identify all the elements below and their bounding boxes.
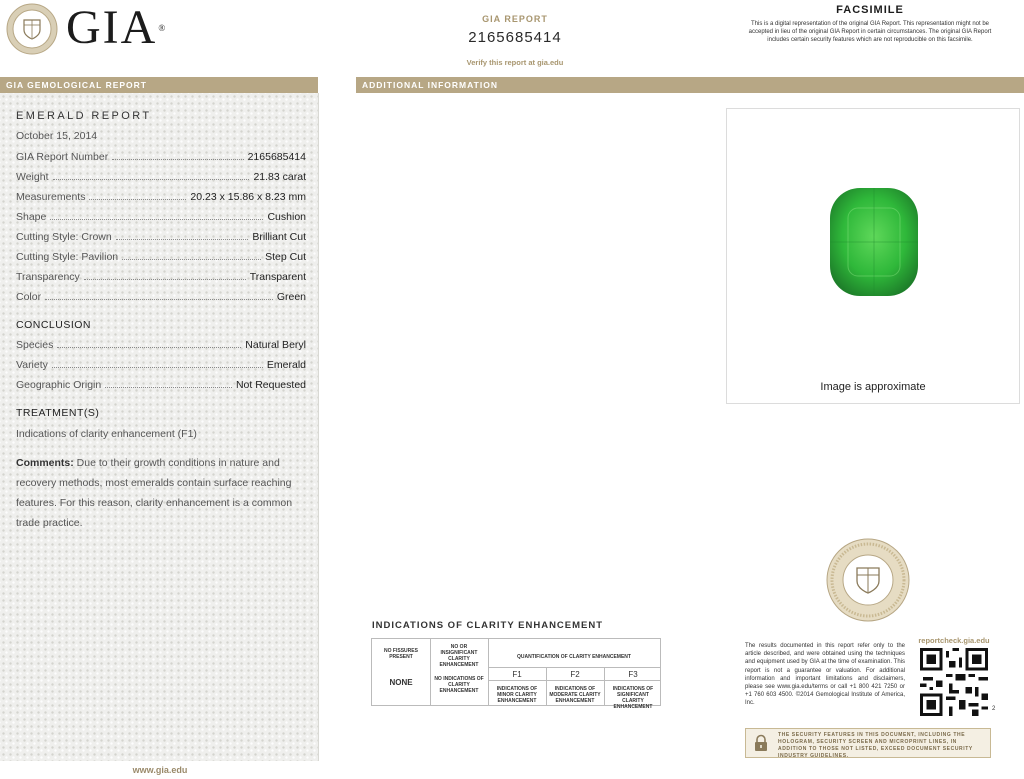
comments-text: Due to their growth conditions in nature and recovery methods, most emeralds contain surface reaching features. For this reason, clarity enhancement is a common trade practice. — [16, 457, 293, 529]
row-value: Not Requested — [235, 379, 306, 391]
facsimile-title: FACSIMILE — [836, 4, 904, 16]
verify-link[interactable]: Verify this report at gia.edu — [466, 58, 564, 67]
row-label: Cutting Style: Pavilion — [16, 251, 119, 263]
report-row — [16, 190, 306, 204]
lock-icon — [752, 734, 770, 752]
col-no-insignificant: NO OR INSIGNIFICANT CLARITY ENHANCEMENT — [439, 644, 479, 668]
additional-information-bar: ADDITIONAL INFORMATION — [356, 77, 1024, 93]
report-label: GIA REPORT — [482, 14, 548, 24]
row-value: Natural Beryl — [245, 339, 306, 351]
row-value: Step Cut — [265, 251, 306, 263]
gia-wordmark: GIA® — [66, 1, 168, 54]
col-no-fissures: NO FISSURES PRESENT — [384, 648, 418, 660]
report-row — [16, 150, 306, 164]
report-title: EMERALD REPORT — [16, 110, 152, 122]
conclusion-row — [16, 358, 306, 372]
clarity-table — [371, 638, 661, 710]
row-label: Weight — [16, 171, 49, 183]
report-date: October 15, 2014 — [16, 130, 98, 142]
row-label: Shape — [16, 211, 47, 223]
page-number: 2 — [992, 706, 996, 712]
emerald-gem-image — [826, 184, 922, 300]
row-label: Cutting Style: Crown — [16, 231, 112, 243]
row-label: Geographic Origin — [16, 379, 102, 391]
row-label: Species — [16, 339, 54, 351]
disclaimer-text: The results documented in this report refer only to the article described, and were obtained using the techniques and equipment used by GIA at the time of examination. This report is not a guarantee or valuation. For additional information and important limitations and disclaimers, please see www.gia.edu/terms or call +1 800 421 7250 or +1 760 603 4500. ©2014 Gemological Institute of America, Inc. — [745, 643, 905, 707]
conclusion-row — [16, 378, 306, 392]
f2-label: F2 — [570, 670, 580, 679]
no-indications-label: NO INDICATIONS OF CLARITY ENHANCEMENT — [434, 676, 484, 694]
gia-url-link[interactable]: www.gia.edu — [132, 765, 188, 775]
comments — [16, 453, 308, 533]
image-caption: Image is approximate — [820, 381, 926, 393]
report-number: 2165685414 — [468, 29, 562, 46]
f3-label: F3 — [628, 670, 638, 679]
conclusion-heading: CONCLUSION — [16, 319, 92, 331]
registered-mark: ® — [158, 23, 168, 33]
report-row — [16, 250, 306, 264]
row-value: Green — [276, 291, 306, 303]
report-row — [16, 230, 306, 244]
report-row — [16, 170, 306, 184]
clarity-title: INDICATIONS OF CLARITY ENHANCEMENT — [372, 620, 604, 631]
qr-code[interactable] — [920, 648, 988, 716]
report-row — [16, 270, 306, 284]
col-quantification: QUANTIFICATION OF CLARITY ENHANCEMENT — [517, 654, 631, 660]
row-value: 21.83 carat — [253, 171, 306, 183]
report-row — [16, 290, 306, 304]
row-value: Brilliant Cut — [252, 231, 306, 243]
row-label: Transparency — [16, 271, 80, 283]
f1-label: F1 — [512, 670, 522, 679]
treatment-text: Indications of clarity enhancement (F1) — [16, 428, 197, 440]
row-value: 2165685414 — [247, 151, 306, 163]
none-label: NONE — [389, 678, 413, 687]
report-row — [16, 210, 306, 224]
row-value: Transparent — [249, 271, 306, 283]
row-value: Emerald — [266, 359, 306, 371]
comments-label: Comments: — [16, 457, 74, 469]
facsimile-note: This is a digital representation of the original GIA Report. This representation might not be accepted in lieu of the original GIA Report in certain circumstances. The original GIA Report includes certain security features which are not reproducible on this facsimile. — [748, 21, 992, 43]
row-label: Variety — [16, 359, 48, 371]
row-value: 20.23 x 15.86 x 8.23 mm — [190, 191, 306, 203]
gia-seal-logo — [6, 3, 58, 55]
f2-desc: INDICATIONS OF MODERATE CLARITY ENHANCEMENT — [549, 686, 601, 704]
row-label: Color — [16, 291, 42, 303]
conclusion-row — [16, 338, 306, 352]
f1-desc: INDICATIONS OF MINOR CLARITY ENHANCEMENT — [496, 686, 538, 704]
f3-desc: INDICATIONS OF SIGNIFICANT CLARITY ENHANCEMENT — [612, 686, 654, 710]
security-text: THE SECURITY FEATURES IN THIS DOCUMENT, INCLUDING THE HOLOGRAM, SECURITY SCREEN AND MICROPRINT LINES, IN ADDITION TO THOSE NOT LISTED, EXCEED DOCUMENT SECURITY INDUSTRY GUIDELINES. — [778, 732, 973, 759]
treatment-heading: TREATMENT(S) — [16, 407, 100, 419]
gemological-report-bar: GIA GEMOLOGICAL REPORT — [0, 77, 318, 93]
gia-seal-emblem — [826, 538, 910, 622]
row-label: GIA Report Number — [16, 151, 109, 163]
reportcheck-link[interactable]: reportcheck.gia.edu — [918, 636, 990, 645]
row-label: Measurements — [16, 191, 86, 203]
row-value: Cushion — [267, 211, 306, 223]
